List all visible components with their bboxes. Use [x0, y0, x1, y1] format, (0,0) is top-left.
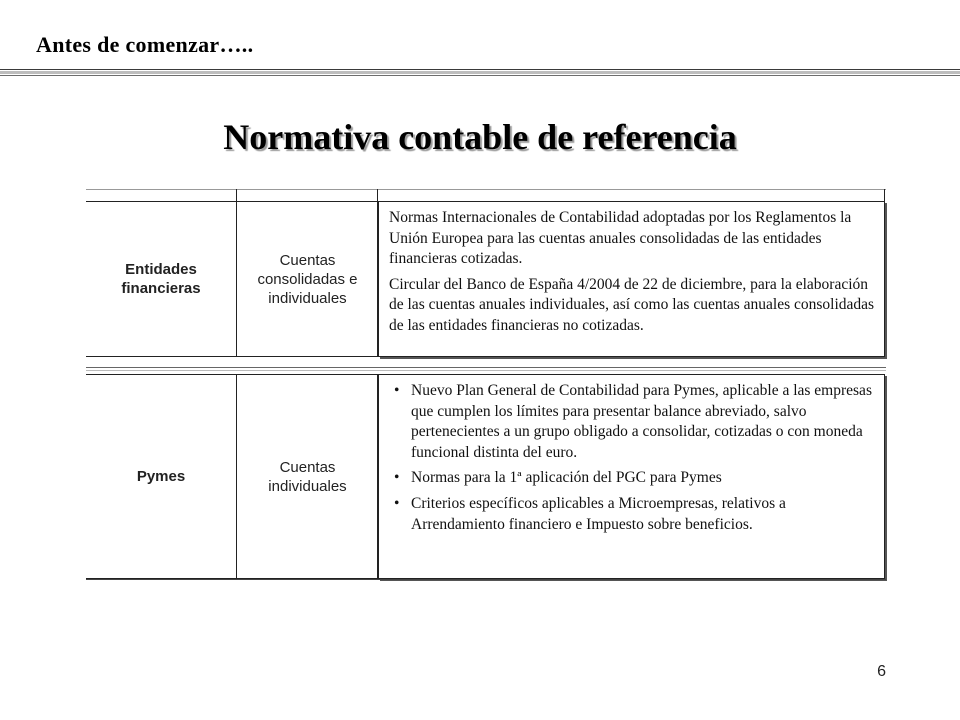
- table-top-edge: [86, 189, 886, 190]
- header-divider-shadow: [0, 71, 960, 74]
- section-separator-shadow: [86, 370, 886, 371]
- table-tick: [377, 189, 378, 201]
- list-item: [389, 468, 876, 489]
- header-title: Antes de comenzar…..: [36, 32, 254, 57]
- entity-cell: [86, 374, 236, 579]
- bullet-icon: •: [394, 382, 400, 399]
- entity-label: Pymes: [136, 468, 186, 485]
- table-tick: [884, 189, 885, 201]
- entity-cell: [86, 201, 236, 357]
- regulation-bullet-list: [389, 381, 876, 535]
- list-item: [389, 381, 876, 463]
- accounts-label: Cuentas individuales: [268, 458, 347, 495]
- header-divider-lower: [0, 75, 960, 76]
- list-item-text: Nuevo Plan General de Contabilidad para Pymes, aplicable a las empresas que cumplen los límites para presentar balance abreviado, salvo pertenecientes a un grupo obligado a consolidar, cotizadas o con moneda funcional distinta del euro.: [411, 382, 872, 461]
- slide-title: Normativa contable de referencia: [223, 117, 737, 157]
- entity-label: Entidades financieras: [121, 261, 201, 297]
- header-divider: [0, 69, 960, 70]
- table-tick: [236, 189, 237, 201]
- regulation-paragraph: Normas Internacionales de Contabilidad adoptadas por los Reglamentos la Unión Europea para las cuentas anuales consolidadas de las entidades financieras cotizadas.: [389, 209, 852, 268]
- regulation-table: [86, 189, 888, 581]
- page-number: 6: [877, 663, 886, 680]
- table-row-entidades-financieras: [86, 201, 888, 357]
- accounts-cell: [237, 374, 378, 579]
- table-bottom-edge: [86, 579, 886, 580]
- bullet-icon: •: [394, 494, 400, 512]
- section-separator: [86, 367, 886, 368]
- bullet-icon: •: [394, 469, 400, 487]
- list-item-text: Normas para la 1ª aplicación del PGC para Pymes: [411, 469, 722, 487]
- list-item: [389, 494, 876, 535]
- list-item-text: Criterios específicos aplicables a Microempresas, relativos a Arrendamiento financiero e Impuesto sobre beneficios.: [411, 494, 786, 533]
- table-row-pymes: [86, 374, 888, 579]
- regulation-box: [378, 374, 885, 579]
- accounts-label: Cuentas consolidadas e individuales: [257, 251, 358, 307]
- accounts-cell: [237, 201, 378, 357]
- regulation-box: [378, 201, 885, 357]
- regulation-paragraph: Circular del Banco de España 4/2004 de 22 de diciembre, para la elaboración de las cuentas anuales individuales, así como las cuentas anuales consolidadas de las entidades financieras no cotizadas.: [389, 275, 875, 334]
